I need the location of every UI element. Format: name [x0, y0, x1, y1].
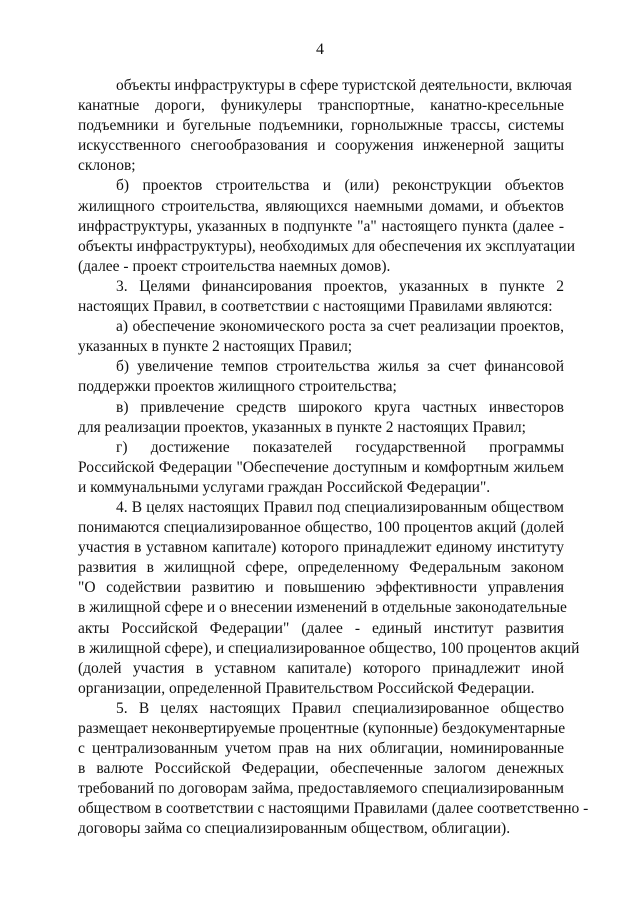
text-line: 4. В целях настоящих Правил под специализированным обществом	[116, 498, 564, 516]
text-line: (далее - проект строительства наемных домов).	[78, 257, 391, 275]
paragraph-p5	[78, 357, 564, 397]
paragraph-p4	[78, 317, 564, 357]
text-line: канатные дороги, фуникулеры транспортные, канатно-кресельные	[78, 97, 564, 115]
text-line: объекты инфраструктуры в сфере туристской деятельности, включая	[116, 77, 572, 94]
text-line: указанных в пункте 2 настоящих Правил;	[78, 338, 353, 356]
text-line: Российской Федерации "Обеспечение доступным и комфортным жильем	[78, 458, 564, 476]
text-line: искусственного снегообразования и сооружения инженерной защиты	[78, 137, 564, 155]
text-line: подъемники и бугельные подъемники, горнолыжные трассы, системы	[78, 117, 564, 135]
text-line: б) проектов строительства и (или) реконструкции объектов	[116, 177, 564, 195]
text-line: и коммунальными услугами граждан Российской Федерации".	[78, 478, 491, 496]
text-line: с централизованным учетом прав на них облигации, номинированные	[78, 740, 564, 758]
text-line: для реализации проектов, указанных в пункте 2 настоящих Правил;	[78, 418, 526, 436]
text-line: в) привлечение средств широкого круга частных инвесторов	[116, 398, 564, 416]
text-line: развития в жилищной сфере, определенному Федеральным законом	[78, 559, 564, 577]
text-line: (долей участия в уставном капитале) которого принадлежит иной	[78, 659, 564, 677]
text-line: а) обеспечение экономического роста за счет реализации проектов,	[116, 318, 564, 336]
paragraph-p3	[78, 277, 564, 317]
text-line: г) достижение показателей государственной программы	[116, 438, 564, 456]
text-line: инфраструктуры, указанных в подпункте "а" настоящего пункта (далее -	[78, 217, 564, 235]
text-line: договоры займа со специализированным обществом, облигации).	[78, 820, 511, 838]
text-line: акты Российской Федерации" (далее - единый институт развития	[78, 619, 564, 637]
text-line: склонов;	[78, 157, 136, 175]
paragraph-p2	[78, 176, 576, 276]
text-line: поддержки проектов жилищного строительства;	[78, 378, 397, 396]
document-body	[78, 76, 589, 840]
text-line: в валюте Российской Федерации, обеспеченные залогом денежных	[78, 760, 564, 778]
text-line: обществом в соответствии с настоящими Правилами (далее соответственно -	[78, 800, 589, 818]
paragraph-p8	[78, 498, 580, 699]
text-line: 5. В целях настоящих Правил специализированное общество	[116, 699, 564, 717]
paragraph-p1	[78, 76, 572, 176]
text-line: 3. Целями финансирования проектов, указанных в пункте 2	[116, 277, 564, 295]
text-line: в жилищной сфере и о внесении изменений в отдельные законодательные	[78, 599, 567, 617]
text-line: участия в уставном капитале) которого принадлежит единому институту	[78, 539, 564, 557]
paragraph-p9	[78, 699, 589, 840]
text-line: размещает неконвертируемые процентные (купонные) бездокументарные	[78, 720, 566, 737]
text-line: настоящих Правил, в соответствии с настоящими Правилами являются:	[78, 298, 553, 316]
text-line: жилищного строительства, являющихся наемными домами, и объектов	[78, 197, 564, 215]
text-line: б) увеличение темпов строительства жилья за счет финансовой	[116, 358, 564, 376]
text-line: понимаются специализированное общество, 100 процентов акций (долей	[78, 519, 564, 537]
paragraph-p6	[78, 398, 564, 438]
paragraph-p7	[78, 438, 564, 498]
text-line: организации, определенной Правительством Российской Федерации.	[78, 679, 535, 697]
text-line: "О содействии развитию и повышению эффективности управления	[78, 579, 564, 597]
text-line: в жилищной сфере), и специализированное общество, 100 процентов акций	[78, 639, 580, 657]
text-line: требований по договорам займа, предоставляемого специализированным	[78, 780, 564, 798]
page-number: 4	[316, 41, 324, 58]
text-line: объекты инфраструктуры), необходимых для обеспечения их эксплуатации	[78, 237, 576, 255]
